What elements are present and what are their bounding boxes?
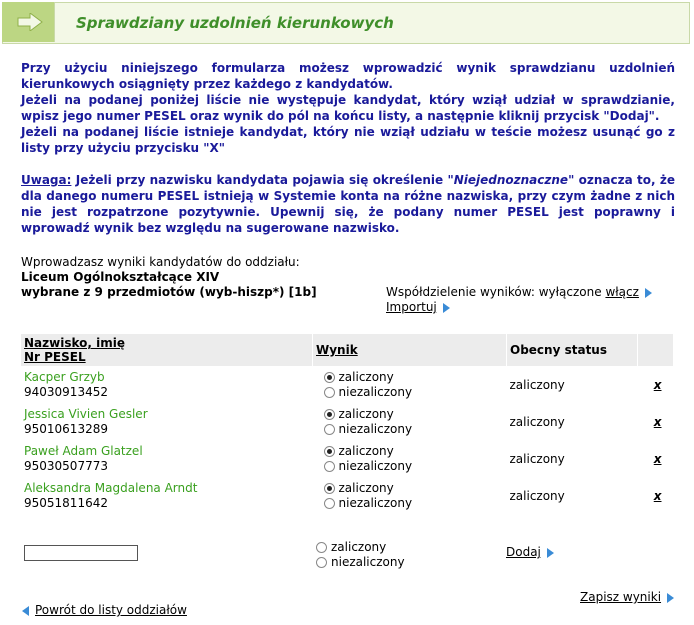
instruction-paragraph-2: Jeżeli na podanej poniżej liście nie występuje kandydat, który wziął udział w sprawdzianie, wpisz jego numer PESEL oraz wynik do pól na końcu listy, a następnie kliknij przycisk "Dodaj". <box>21 93 675 123</box>
back-to-list-link[interactable]: Powrót do listy oddziałów <box>35 603 187 617</box>
column-header-actions <box>638 334 674 366</box>
radio-pass[interactable] <box>324 446 335 457</box>
status-cell: zaliczony <box>509 488 565 503</box>
pesel-input[interactable] <box>24 545 138 561</box>
candidate-pesel: 95051811642 <box>24 495 108 510</box>
school-name: Liceum Ogólnokształcące XIV <box>21 270 220 284</box>
column-header-name <box>21 334 313 366</box>
table-row <box>21 440 674 477</box>
arrow-left-icon <box>22 606 29 616</box>
warning-paragraph: Uwaga: Jeżeli przy nazwisku kandydata pojawia się określenie "Niejednoznaczne" oznacza to, że dla danego numeru PESEL istnieją w Systemie konta na różne nazwiska, przy czym żadne z nich nie jest rozpatrzone pozytywnie. Upewnij się, że podany numer PESEL jest poprawny i wprowadź wynik bez względu na sugerowane nazwisko. <box>21 173 675 235</box>
page-title: Sprawdziany uzdolnień kierunkowych <box>76 14 394 32</box>
radio-fail[interactable] <box>324 461 335 472</box>
arrow-right-icon <box>667 593 674 603</box>
sharing-panel <box>386 285 652 315</box>
candidate-cell <box>21 403 313 440</box>
import-link[interactable]: Importuj <box>386 300 437 314</box>
column-header-status: Obecny status <box>507 334 638 366</box>
delete-button[interactable]: x <box>653 451 662 466</box>
radio-pass[interactable] <box>324 409 335 420</box>
result-cell: zaliczony niezaliczony <box>313 403 507 440</box>
add-button[interactable]: Dodaj <box>506 545 541 559</box>
result-cell: zaliczony niezaliczony <box>313 440 507 477</box>
radio-pass[interactable] <box>324 372 335 383</box>
table-row <box>21 403 674 440</box>
table-row <box>21 366 674 403</box>
save-results-button[interactable]: Zapisz wyniki <box>580 590 662 604</box>
delete-button[interactable]: x <box>653 488 662 503</box>
radio-fail[interactable] <box>324 498 335 509</box>
result-cell: zaliczony niezaliczony <box>313 477 507 514</box>
radio-fail[interactable] <box>316 557 327 568</box>
delete-cell <box>638 440 674 477</box>
status-cell: zaliczony <box>509 451 565 466</box>
sharing-status: Współdzielenie wyników: wyłączone <box>386 285 602 299</box>
add-button-wrap <box>506 545 554 559</box>
arrow-right-icon <box>645 288 652 298</box>
class-context <box>21 255 317 300</box>
instruction-paragraph-3: Jeżeli na podanej liście istnieje kandydat, który nie wziął udziału w teście możesz usunąć go z listy przy użyciu przycisku "X" <box>21 125 675 155</box>
sort-by-pesel-link[interactable]: Nr PESEL <box>24 350 86 364</box>
add-candidate-row <box>24 540 674 578</box>
table-header-row <box>21 334 674 366</box>
candidate-name: Aleksandra Magdalena Arndt <box>24 480 198 495</box>
context-label: Wprowadzasz wyniki kandydatów do oddziału: <box>21 255 300 269</box>
save-wrap <box>580 590 674 604</box>
delete-cell <box>638 477 674 514</box>
candidate-pesel: 95030507773 <box>24 458 108 473</box>
instructions <box>21 60 675 236</box>
radio-fail[interactable] <box>324 424 335 435</box>
sort-by-name-link[interactable]: Nazwisko, imię <box>24 336 125 350</box>
status-cell: zaliczony <box>509 377 565 392</box>
sharing-enable-link[interactable]: włącz <box>605 285 639 299</box>
radio-pass[interactable] <box>316 542 327 553</box>
candidate-pesel: 94030913452 <box>24 384 108 399</box>
delete-button[interactable]: x <box>653 414 662 429</box>
delete-button[interactable]: x <box>653 377 662 392</box>
arrow-right-icon <box>443 303 450 313</box>
candidate-name: Paweł Adam Glatzel <box>24 443 143 458</box>
class-group: wybrane z 9 przedmiotów (wyb-hiszp*) [1b] <box>21 285 317 299</box>
candidate-cell <box>21 477 313 514</box>
instruction-paragraph-1: Przy użyciu niniejszego formularza możesz wprowadzić wynik sprawdzianu uzdolnień kierunkowych osiągnięty przez każdego z kandydatów. <box>21 61 675 91</box>
sort-by-result-link[interactable]: Wynik <box>316 343 358 357</box>
radio-fail[interactable] <box>324 387 335 398</box>
page-header <box>0 0 694 46</box>
arrow-right-icon <box>17 13 43 31</box>
delete-cell <box>638 403 674 440</box>
back-wrap <box>22 603 187 617</box>
warning-label: Uwaga: <box>21 173 72 187</box>
new-result-options: zaliczony niezaliczony <box>316 540 405 570</box>
table-row <box>21 477 674 514</box>
result-cell: zaliczony niezaliczony <box>313 366 507 403</box>
arrow-right-icon <box>547 548 554 558</box>
radio-pass[interactable] <box>324 483 335 494</box>
column-header-result <box>313 334 507 366</box>
delete-cell <box>638 366 674 403</box>
header-icon-box <box>2 2 55 42</box>
candidate-pesel: 95010613289 <box>24 421 108 436</box>
candidate-cell <box>21 366 313 403</box>
candidate-cell <box>21 440 313 477</box>
status-cell: zaliczony <box>509 414 565 429</box>
candidate-name: Kacper Grzyb <box>24 369 105 384</box>
candidate-name: Jessica Vivien Gesler <box>24 406 148 421</box>
results-table <box>21 334 674 514</box>
